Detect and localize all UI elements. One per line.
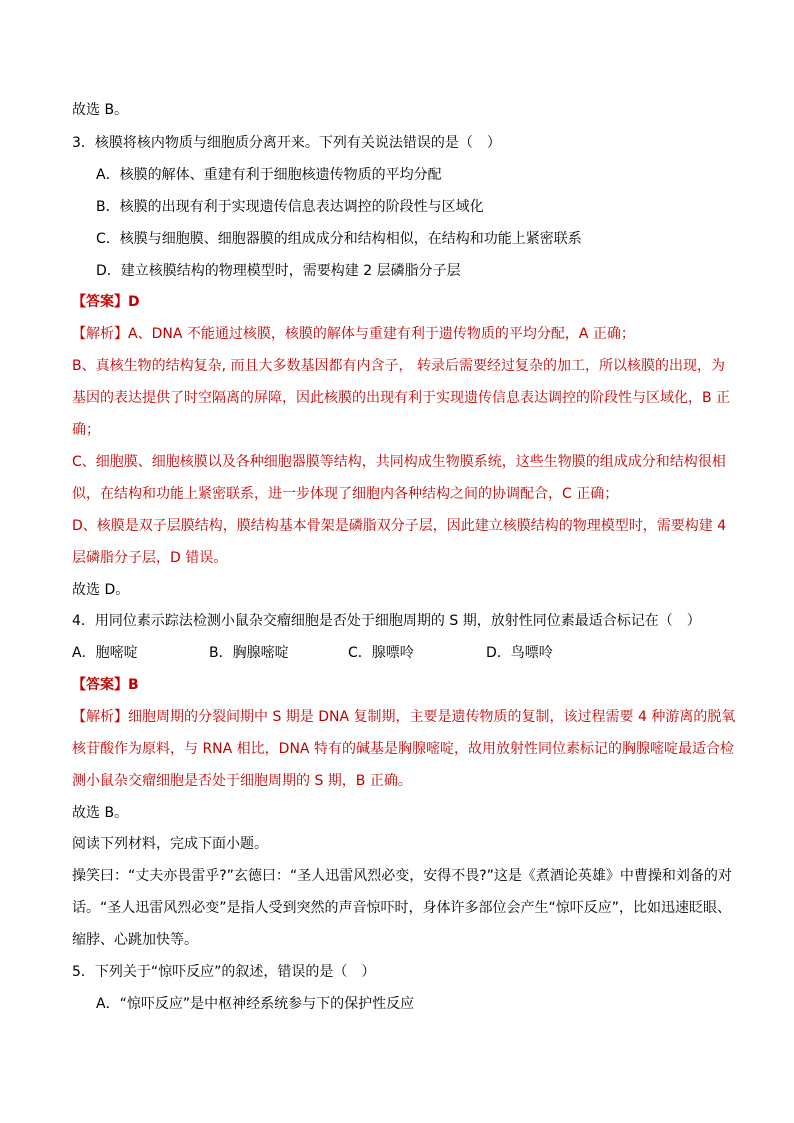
question-3-explanation-line: D、核膜是双子层膜结构，膜结构基本骨架是磷脂双分子层，因此建立核膜结构的物理模型时，需要构建 4 [72, 518, 727, 534]
question-5-option-a: A．“惊吓反应”是中枢神经系统参与下的保护性反应 [96, 996, 415, 1012]
question-3-stem: 3．核膜将核内物质与细胞质分离开来。下列有关说法错误的是（ ） [72, 135, 501, 151]
question-3-explanation-line: 层磷脂分子层，D 错误。 [72, 550, 228, 566]
question-3-explanation-line: C、细胞膜、细胞核膜以及各种细胞器膜等结构，共同构成生物膜系统，这些生物膜的组成成分和结构很相 [72, 454, 726, 470]
question-3-explanation-line: 基因的表达提供了时空隔离的屏障，因此核膜的出现有利于实现遗传信息表达调控的阶段性与区域化，B 正 [72, 390, 731, 406]
question-4-explanation-line: 【解析】细胞周期的分裂间期中 S 期是 DNA 复制期，主要是遗传物质的复制，该过程需要 4 种游离的脱氧 [72, 709, 736, 725]
question-3-explanation-line: 【解析】A、DNA 不能通过核膜，核膜的解体与重建有利于遗传物质的平均分配，A 正确； [72, 326, 635, 342]
question-3-option-b: B．核膜的出现有利于实现遗传信息表达调控的阶段性与区域化 [96, 199, 484, 215]
question-4-answer: 【答案】B [72, 677, 139, 693]
question-4-option-c: C．腺嘌呤 [348, 645, 414, 661]
question-4-option-d: D．鸟嘌呤 [486, 645, 553, 661]
reading-material-line: 话。“圣人迅雷风烈必变”是指人受到突然的声音惊吓时，身体许多部位会产生“惊吓反应”，比如迅速眨眼、 [72, 900, 732, 916]
question-3-option-d: D．建立核膜结构的物理模型时，需要构建 2 层磷脂分子层 [96, 263, 461, 279]
question-3-explanation-line: 似，在结构和功能上紧密联系，进一步体现了细胞内各种结构之间的协调配合，C 正确； [72, 486, 619, 502]
question-3-choice-line: 故选 D。 [72, 582, 130, 598]
question-3-explanation-line: 确； [72, 422, 100, 438]
question-3-option-c: C．核膜与细胞膜、细胞器膜的组成成分和结构相似，在结构和功能上紧密联系 [96, 231, 582, 247]
question-3-option-a: A．核膜的解体、重建有利于细胞核遗传物质的平均分配 [96, 167, 442, 183]
question-4-option-a: A．胞嘧啶 [72, 645, 138, 661]
question-4-explanation-line: 测小鼠杂交瘤细胞是否处于细胞周期的 S 期，B 正确。 [72, 773, 412, 789]
question-4-option-b: B．胸腺嘧啶 [209, 645, 289, 661]
answer-choice-line: 故选 B。 [72, 102, 129, 118]
question-4-choice-line: 故选 B。 [72, 805, 129, 821]
reading-material-line: 缩脖、心跳加快等。 [72, 932, 198, 948]
question-3-explanation-line: B、真核生物的结构复杂, 而且大多数基因都有内含子， 转录后需要经过复杂的加工，所以核膜的出现，为 [72, 358, 725, 374]
question-4-explanation-line: 核苷酸作为原料，与 RNA 相比，DNA 特有的碱基是胸腺嘧啶，故用放射性同位素标记的胸腺嘧啶最适合检 [72, 741, 734, 757]
reading-material-line: 操笑曰：“丈夫亦畏雷乎?”玄德曰：“圣人迅雷风烈必变，安得不畏?”这是《煮酒论英雄》中曹操和刘备的对 [72, 868, 732, 884]
question-3-answer: 【答案】D [72, 294, 140, 310]
question-4-stem: 4．用同位素示踪法检测小鼠杂交瘤细胞是否处于细胞周期的 S 期，放射性同位素最适合标记在（ ） [72, 613, 701, 629]
question-5-stem: 5．下列关于“惊吓反应”的叙述，错误的是（ ） [72, 964, 376, 980]
reading-instruction: 阅读下列材料，完成下面小题。 [72, 836, 268, 852]
